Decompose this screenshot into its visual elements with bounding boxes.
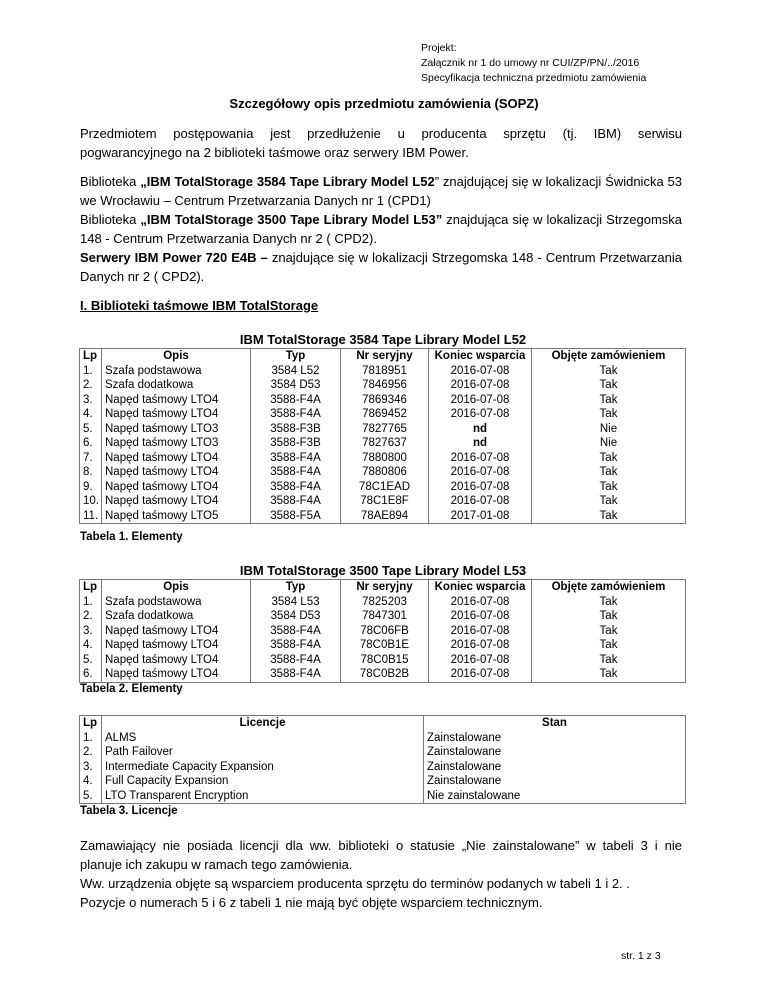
table-cell: 3. bbox=[80, 624, 102, 639]
table1 bbox=[79, 348, 686, 524]
table-cell: Napęd taśmowy LTO4 bbox=[102, 451, 251, 466]
document-header bbox=[421, 41, 646, 86]
table-row bbox=[80, 609, 686, 624]
table-cell: Napęd taśmowy LTO4 bbox=[102, 653, 251, 668]
intro-paragraph bbox=[80, 124, 682, 162]
col-koniec: Koniec wsparcia bbox=[429, 349, 532, 364]
table-cell: Szafa dodatkowa bbox=[102, 609, 251, 624]
header-spec: Specyfikacja techniczna przedmiotu zamówienia bbox=[421, 72, 647, 84]
table-row bbox=[80, 774, 686, 789]
table-cell: 3584 D53 bbox=[251, 378, 341, 393]
table-cell: Tak bbox=[532, 653, 686, 668]
table-row bbox=[80, 595, 686, 610]
table-cell: 3584 D53 bbox=[251, 609, 341, 624]
table-cell: 3588-F4A bbox=[251, 451, 341, 466]
table-cell: 2016-07-08 bbox=[429, 465, 532, 480]
table-cell: 7880806 bbox=[341, 465, 429, 480]
table-cell: 78C1EAD bbox=[341, 480, 429, 495]
table-row bbox=[80, 378, 686, 393]
table-cell: Napęd taśmowy LTO4 bbox=[102, 393, 251, 408]
col-lp: Lp bbox=[80, 580, 102, 595]
col-nr: Nr seryjny bbox=[341, 349, 429, 364]
table-cell: 3588-F4A bbox=[251, 480, 341, 495]
table-cell: 7827765 bbox=[341, 422, 429, 437]
table-cell: 2016-07-08 bbox=[429, 624, 532, 639]
servers-name: Serwery IBM Power 720 E4B – bbox=[80, 250, 268, 265]
table-cell: Tak bbox=[532, 667, 686, 682]
table-cell: Napęd taśmowy LTO4 bbox=[102, 465, 251, 480]
col-stan: Stan bbox=[424, 716, 686, 731]
table-cell: Intermediate Capacity Expansion bbox=[102, 760, 424, 775]
table-cell: ALMS bbox=[102, 731, 424, 746]
table-cell: Szafa dodatkowa bbox=[102, 378, 251, 393]
table-cell: 3588-F4A bbox=[251, 465, 341, 480]
table-cell: 7818951 bbox=[341, 364, 429, 379]
table-cell: 3588-F4A bbox=[251, 407, 341, 422]
table-cell: Tak bbox=[532, 451, 686, 466]
table-cell: Tak bbox=[532, 393, 686, 408]
table-cell: Napęd taśmowy LTO4 bbox=[102, 494, 251, 509]
table1-title: IBM TotalStorage 3584 Tape Library Model L52 bbox=[239, 332, 527, 347]
table-cell: 3584 L53 bbox=[251, 595, 341, 610]
table-cell: 9. bbox=[80, 480, 102, 495]
table-cell: 1. bbox=[80, 595, 102, 610]
table-cell: 2016-07-08 bbox=[429, 638, 532, 653]
table-cell: Tak bbox=[532, 480, 686, 495]
table-row bbox=[80, 760, 686, 775]
table-cell: 3588-F4A bbox=[251, 494, 341, 509]
table-cell: 4. bbox=[80, 774, 102, 789]
table-cell: Napęd taśmowy LTO3 bbox=[102, 422, 251, 437]
library-l53-name: „IBM TotalStorage 3500 Tape Library Model L53” bbox=[140, 212, 443, 227]
table-cell: 6. bbox=[80, 436, 102, 451]
table-cell: Tak bbox=[532, 509, 686, 524]
table-cell: Szafa podstawowa bbox=[102, 364, 251, 379]
table2-title: IBM TotalStorage 3500 Tape Library Model L53 bbox=[239, 563, 527, 578]
intro-line-2: pogwarancyjnego na 2 biblioteki taśmowe oraz serwery IBM Power. bbox=[80, 145, 469, 160]
location-servers: Serwery IBM Power 720 E4B – znajdujące się w lokalizacji Strzegomska 148 - Centrum Przetwarzania Danych nr 2 ( CPD2). bbox=[80, 250, 682, 284]
locations-paragraph bbox=[80, 172, 682, 286]
table-cell: 1. bbox=[80, 731, 102, 746]
table-cell: 2016-07-08 bbox=[429, 480, 532, 495]
table-cell: 78C1E8F bbox=[341, 494, 429, 509]
table-cell: Napęd taśmowy LTO4 bbox=[102, 667, 251, 682]
table-cell: 3. bbox=[80, 393, 102, 408]
table-cell: Tak bbox=[532, 407, 686, 422]
table-cell: 7880800 bbox=[341, 451, 429, 466]
table-cell: 2016-07-08 bbox=[429, 653, 532, 668]
table-cell: Tak bbox=[532, 609, 686, 624]
table-cell: Napęd taśmowy LTO4 bbox=[102, 407, 251, 422]
table-cell: 7825203 bbox=[341, 595, 429, 610]
table-cell: 2016-07-08 bbox=[429, 364, 532, 379]
table-row bbox=[80, 789, 686, 804]
table-cell: Napęd taśmowy LTO4 bbox=[102, 638, 251, 653]
table-cell: 2016-07-08 bbox=[429, 667, 532, 682]
table-cell: Nie bbox=[532, 436, 686, 451]
table-cell: 3. bbox=[80, 760, 102, 775]
table-cell: 78C06FB bbox=[341, 624, 429, 639]
table-cell: 7827637 bbox=[341, 436, 429, 451]
col-opis: Opis bbox=[102, 580, 251, 595]
table-cell: Zainstalowane bbox=[424, 731, 686, 746]
table-cell: 2017-01-08 bbox=[429, 509, 532, 524]
table-cell: Tak bbox=[532, 595, 686, 610]
location-library-l52: Biblioteka „IBM TotalStorage 3584 Tape Library Model L52” znajdującej się w lokalizacji Świdnicka 53 we Wrocławiu – Centrum Przetwarzania Danych nr 1 (CPD1) bbox=[80, 174, 683, 208]
table-cell: 78C0B1E bbox=[341, 638, 429, 653]
col-lp: Lp bbox=[80, 349, 102, 364]
table-cell: 6. bbox=[80, 667, 102, 682]
table-row bbox=[80, 364, 686, 379]
table1-header-row bbox=[80, 349, 686, 364]
table2 bbox=[79, 579, 686, 683]
table-cell: 78C0B15 bbox=[341, 653, 429, 668]
table2-caption: Tabela 2. Elementy bbox=[80, 683, 183, 695]
col-lp: Lp bbox=[80, 716, 102, 731]
table-cell: 5. bbox=[80, 653, 102, 668]
page-title: Szczegółowy opis przedmiotu zamówienia (SOPZ) bbox=[229, 96, 539, 111]
col-koniec: Koniec wsparcia bbox=[429, 580, 532, 595]
table-cell: Tak bbox=[532, 624, 686, 639]
table-cell: 7847301 bbox=[341, 609, 429, 624]
table-cell: 78AE894 bbox=[341, 509, 429, 524]
table-cell: 2016-07-08 bbox=[429, 378, 532, 393]
table-cell: Zainstalowane bbox=[424, 760, 686, 775]
table-row bbox=[80, 465, 686, 480]
col-typ: Typ bbox=[251, 349, 341, 364]
table-cell: Napęd taśmowy LTO3 bbox=[102, 436, 251, 451]
table3 bbox=[79, 715, 686, 804]
table1-caption: Tabela 1. Elementy bbox=[80, 531, 183, 543]
closing-line-1: Zamawiający nie posiada licencji dla ww. biblioteki o statusie „Nie zainstalowane” w tabeli 3 i nie bbox=[80, 838, 682, 853]
table-cell: 7846956 bbox=[341, 378, 429, 393]
table-row bbox=[80, 638, 686, 653]
table-cell: 7869346 bbox=[341, 393, 429, 408]
closing-paragraph bbox=[80, 836, 682, 912]
table-cell: 10. bbox=[80, 494, 102, 509]
table-cell: Zainstalowane bbox=[424, 774, 686, 789]
table-cell: 8. bbox=[80, 465, 102, 480]
table-cell: Tak bbox=[532, 465, 686, 480]
table-cell: 2. bbox=[80, 378, 102, 393]
table-cell: 2016-07-08 bbox=[429, 393, 532, 408]
table-cell: Tak bbox=[532, 364, 686, 379]
table-cell: Zainstalowane bbox=[424, 745, 686, 760]
table-cell: 2016-07-08 bbox=[429, 451, 532, 466]
closing-line-3: Ww. urządzenia objęte są wsparciem producenta sprzętu do terminów podanych w tabeli 1 i 2. . bbox=[80, 876, 630, 891]
table-cell: 5. bbox=[80, 789, 102, 804]
table3-header-row bbox=[80, 716, 686, 731]
table2-header-row bbox=[80, 580, 686, 595]
intro-line-1: Przedmiotem postępowania jest przedłużenie u producenta sprzętu (tj. IBM) serwisu bbox=[80, 126, 682, 141]
table-cell: Napęd taśmowy LTO4 bbox=[102, 480, 251, 495]
table-cell: Full Capacity Expansion bbox=[102, 774, 424, 789]
table-row bbox=[80, 667, 686, 682]
table-row bbox=[80, 407, 686, 422]
table-cell: Tak bbox=[532, 494, 686, 509]
table-row bbox=[80, 745, 686, 760]
table-cell: 2016-07-08 bbox=[429, 609, 532, 624]
col-objete: Objęte zamówieniem bbox=[532, 349, 686, 364]
table-cell: 7869452 bbox=[341, 407, 429, 422]
table-row bbox=[80, 436, 686, 451]
table-cell: Napęd taśmowy LTO4 bbox=[102, 624, 251, 639]
table-cell: 2. bbox=[80, 745, 102, 760]
table-cell: 3584 L52 bbox=[251, 364, 341, 379]
table-cell: LTO Transparent Encryption bbox=[102, 789, 424, 804]
table-cell: 11. bbox=[80, 509, 102, 524]
table-cell: Nie bbox=[532, 422, 686, 437]
table-row bbox=[80, 624, 686, 639]
table-cell: 3588-F5A bbox=[251, 509, 341, 524]
table-cell: 2. bbox=[80, 609, 102, 624]
table-cell: 5. bbox=[80, 422, 102, 437]
table-cell: Nie zainstalowane bbox=[424, 789, 686, 804]
closing-line-4: Pozycje o numerach 5 i 6 z tabeli 1 nie mają być objęte wsparciem technicznym. bbox=[80, 895, 543, 910]
table-cell: Path Failover bbox=[102, 745, 424, 760]
table-cell: 3588-F4A bbox=[251, 638, 341, 653]
col-objete: Objęte zamówieniem bbox=[532, 580, 686, 595]
table-row bbox=[80, 422, 686, 437]
header-attachment: Załącznik nr 1 do umowy nr CUI/ZP/PN/../2016 bbox=[421, 57, 640, 69]
table-cell: 3588-F3B bbox=[251, 436, 341, 451]
table-cell: 7. bbox=[80, 451, 102, 466]
col-nr: Nr seryjny bbox=[341, 580, 429, 595]
table-cell: 78C0B2B bbox=[341, 667, 429, 682]
table-row bbox=[80, 480, 686, 495]
section-heading: I. Biblioteki taśmowe IBM TotalStorage bbox=[80, 298, 319, 313]
table-row bbox=[80, 393, 686, 408]
table-row bbox=[80, 653, 686, 668]
library-l52-name: „IBM TotalStorage 3584 Tape Library Model L52 bbox=[140, 174, 435, 189]
table-cell: 2016-07-08 bbox=[429, 494, 532, 509]
col-opis: Opis bbox=[102, 349, 251, 364]
table-cell: 3588-F4A bbox=[251, 393, 341, 408]
col-licencje: Licencje bbox=[102, 716, 424, 731]
table-cell: Szafa podstawowa bbox=[102, 595, 251, 610]
table-cell: 3588-F4A bbox=[251, 653, 341, 668]
page-number: str. 1 z 3 bbox=[621, 950, 661, 962]
table-cell: nd bbox=[429, 436, 532, 451]
table-cell: 2016-07-08 bbox=[429, 595, 532, 610]
table-cell: 4. bbox=[80, 638, 102, 653]
table-cell: 4. bbox=[80, 407, 102, 422]
table-row bbox=[80, 451, 686, 466]
table-cell: 3588-F4A bbox=[251, 667, 341, 682]
table3-caption: Tabela 3. Licencje bbox=[80, 805, 178, 817]
location-library-l53: Biblioteka „IBM TotalStorage 3500 Tape Library Model L53” znajdująca się w lokalizacji Strzegomska 148 - Centrum Przetwarzania Danych nr 2 ( CPD2). bbox=[80, 212, 683, 246]
table-cell: Tak bbox=[532, 638, 686, 653]
table-row bbox=[80, 731, 686, 746]
table-cell: Napęd taśmowy LTO5 bbox=[102, 509, 251, 524]
table-row bbox=[80, 494, 686, 509]
closing-line-2: planuje ich zakupu w ramach tego zamówienia. bbox=[80, 857, 353, 872]
table-cell: Tak bbox=[532, 378, 686, 393]
table-cell: nd bbox=[429, 422, 532, 437]
col-typ: Typ bbox=[251, 580, 341, 595]
table-cell: 3588-F4A bbox=[251, 624, 341, 639]
table-row bbox=[80, 509, 686, 524]
table-cell: 1. bbox=[80, 364, 102, 379]
table-cell: 2016-07-08 bbox=[429, 407, 532, 422]
header-project: Projekt: bbox=[421, 42, 457, 54]
table-cell: 3588-F3B bbox=[251, 422, 341, 437]
